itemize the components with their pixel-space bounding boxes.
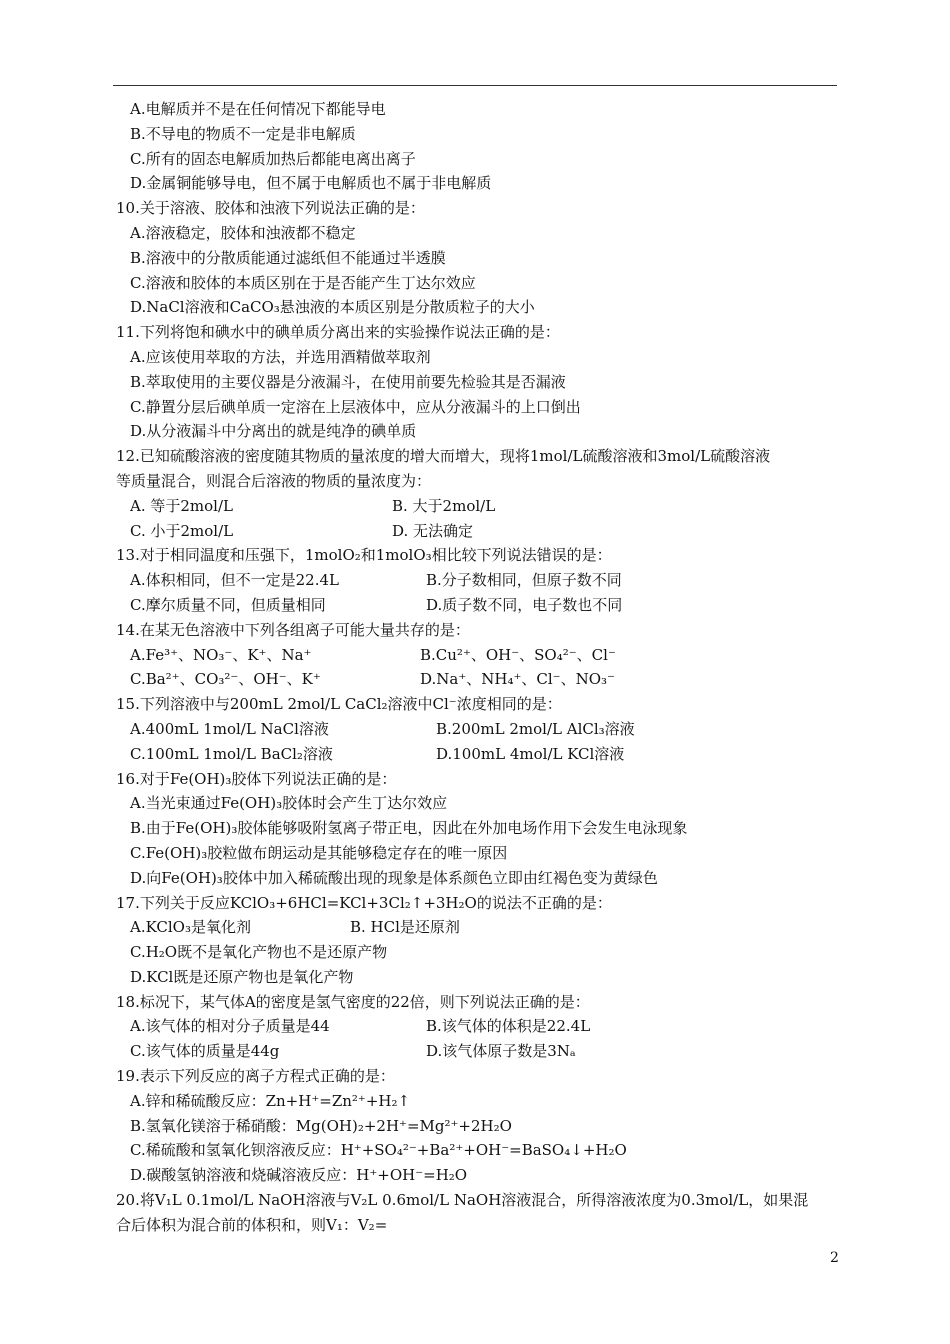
question-text: 17.下列关于反应KClO₃+6HCl=KCl+3Cl₂↑+3H₂O的说法不正确的是： [116, 893, 612, 912]
option-row [116, 717, 838, 742]
question-text: 12.已知硫酸溶液的密度随其物质的量浓度的增大而增大，现将1mol/L硫酸溶液和3mol/L硫酸溶液 [116, 447, 771, 466]
option-text: B.不导电的物质不一定是非电解质 [130, 124, 356, 143]
option-text: A.锌和稀硫酸反应：Zn+H⁺=Zn²⁺+H₂↑ [130, 1091, 411, 1110]
option-text: A.溶液稳定，胶体和浊液都不稳定 [130, 223, 356, 242]
option-text: C.该气体的质量是44g [130, 1042, 280, 1061]
option-text: C. 小于2mol/L [130, 521, 234, 540]
option-text: A.体积相同，但不一定是22.4L [130, 571, 339, 590]
option-text: D.NaCl溶液和CaCO₃悬浊液的本质区别是分散质粒子的大小 [130, 298, 535, 317]
option-text: A.该气体的相对分子质量是44 [130, 1017, 330, 1036]
option-row [116, 915, 838, 940]
option-text: B.氢氧化镁溶于稀硝酸：Mg(OH)₂+2H⁺=Mg²⁺+2H₂O [130, 1116, 512, 1135]
option-text: A.400mL 1mol/L NaCl溶液 [130, 719, 329, 738]
option-text: B.分子数相同，但原子数不同 [426, 571, 622, 590]
question-text: 13.对于相同温度和压强下，1molO₂和1molO₃相比较下列说法错误的是： [116, 546, 612, 565]
option-text: A. 等于2mol/L [130, 496, 233, 515]
option-row [116, 494, 838, 519]
option-text: D.金属铜能够导电，但不属于电解质也不属于非电解质 [130, 174, 492, 193]
option-row [116, 1014, 838, 1039]
option-text: A.KClO₃是氧化剂 [130, 918, 251, 937]
option-text: D.质子数不同，电子数也不同 [426, 595, 623, 614]
option-text: A.Fe³⁺、NO₃⁻、K⁺、Na⁺ [130, 645, 312, 664]
question-text: 10.关于溶液、胶体和浊液下列说法正确的是： [116, 199, 425, 218]
option-row [116, 593, 838, 618]
option-text: D. 无法确定 [392, 521, 474, 540]
option-text: C.稀硫酸和氢氧化钡溶液反应：H⁺+SO₄²⁻+Ba²⁺+OH⁻=BaSO₄↓+H₂O [130, 1141, 627, 1160]
document-body [116, 97, 838, 1238]
option-row [116, 568, 838, 593]
option-text: D.向Fe(OH)₃胶体中加入稀硫酸出现的现象是体系颜色立即由红褐色变为黄绿色 [130, 868, 658, 887]
option-row [116, 742, 838, 767]
option-text: C.溶液和胶体的本质区别在于是否能产生丁达尔效应 [130, 273, 476, 292]
option-text: B.Cu²⁺、OH⁻、SO₄²⁻、Cl⁻ [420, 645, 616, 664]
option-row [116, 667, 838, 692]
option-text: A.应该使用萃取的方法，并选用酒精做萃取剂 [130, 347, 431, 366]
option-text: D.KCl既是还原产物也是氧化产物 [130, 967, 354, 986]
option-text: C.所有的固态电解质加热后都能电离出离子 [130, 149, 416, 168]
question-text: 18.标况下，某气体A的密度是氢气密度的22倍，则下列说法正确的是： [116, 992, 590, 1011]
option-text: A.当光束通过Fe(OH)₃胶体时会产生丁达尔效应 [130, 794, 448, 813]
option-text: C.100mL 1mol/L BaCl₂溶液 [130, 744, 333, 763]
option-text: C.Ba²⁺、CO₃²⁻、OH⁻、K⁺ [130, 670, 321, 689]
option-row [116, 1039, 838, 1064]
question-text: 合后体积为混合前的体积和，则V₁：V₂= [116, 1215, 388, 1234]
option-text: C.Fe(OH)₃胶粒做布朗运动是其能够稳定存在的唯一原因 [130, 843, 508, 862]
option-text: C.摩尔质量不同，但质量相同 [130, 595, 326, 614]
page-number: 2 [830, 1250, 839, 1266]
option-text: B.由于Fe(OH)₃胶体能够吸附氢离子带正电，因此在外加电场作用下会发生电泳现象 [130, 819, 688, 838]
option-row [116, 643, 838, 668]
option-text: B.萃取使用的主要仪器是分液漏斗，在使用前要先检验其是否漏液 [130, 372, 566, 391]
option-text: B.该气体的体积是22.4L [426, 1017, 591, 1036]
question-text: 20.将V₁L 0.1mol/L NaOH溶液与V₂L 0.6mol/L NaOH溶液混合，所得溶液浓度为0.3mol/L，如果混 [116, 1191, 809, 1210]
option-text: B. 大于2mol/L [392, 496, 496, 515]
option-text: B. HCl是还原剂 [350, 918, 460, 937]
option-text: D.从分液漏斗中分离出的就是纯净的碘单质 [130, 422, 417, 441]
header-rule [113, 85, 837, 86]
option-text: D.Na⁺、NH₄⁺、Cl⁻、NO₃⁻ [420, 670, 615, 689]
question-text: 16.对于Fe(OH)₃胶体下列说法正确的是： [116, 769, 397, 788]
option-text: B.溶液中的分散质能通过滤纸但不能通过半透膜 [130, 248, 446, 267]
option-text: D.100mL 4mol/L KCl溶液 [436, 744, 625, 763]
option-text: A.电解质并不是在任何情况下都能导电 [130, 100, 386, 118]
option-text: D.该气体原子数是3Nₐ [426, 1042, 576, 1061]
option-text: D.碳酸氢钠溶液和烧碱溶液反应：H⁺+OH⁻=H₂O [130, 1166, 468, 1185]
question-text: 等质量混合，则混合后溶液的物质的量浓度为： [116, 471, 432, 490]
option-text: C.静置分层后碘单质一定溶在上层液体中，应从分液漏斗的上口倒出 [130, 397, 581, 416]
option-text: B.200mL 2mol/L AlCl₃溶液 [436, 719, 635, 738]
question-text: 11.下列将饱和碘水中的碘单质分离出来的实验操作说法正确的是： [116, 323, 560, 342]
question-text: 15.下列溶液中与200mL 2mol/L CaCl₂溶液中Cl⁻浓度相同的是： [116, 695, 562, 714]
option-text: C.H₂O既不是氧化产物也不是还原产物 [130, 943, 388, 962]
option-row [116, 519, 838, 544]
question-text: 19.表示下列反应的离子方程式正确的是： [116, 1067, 395, 1086]
question-text: 14.在某无色溶液中下列各组离子可能大量共存的是： [116, 620, 470, 639]
